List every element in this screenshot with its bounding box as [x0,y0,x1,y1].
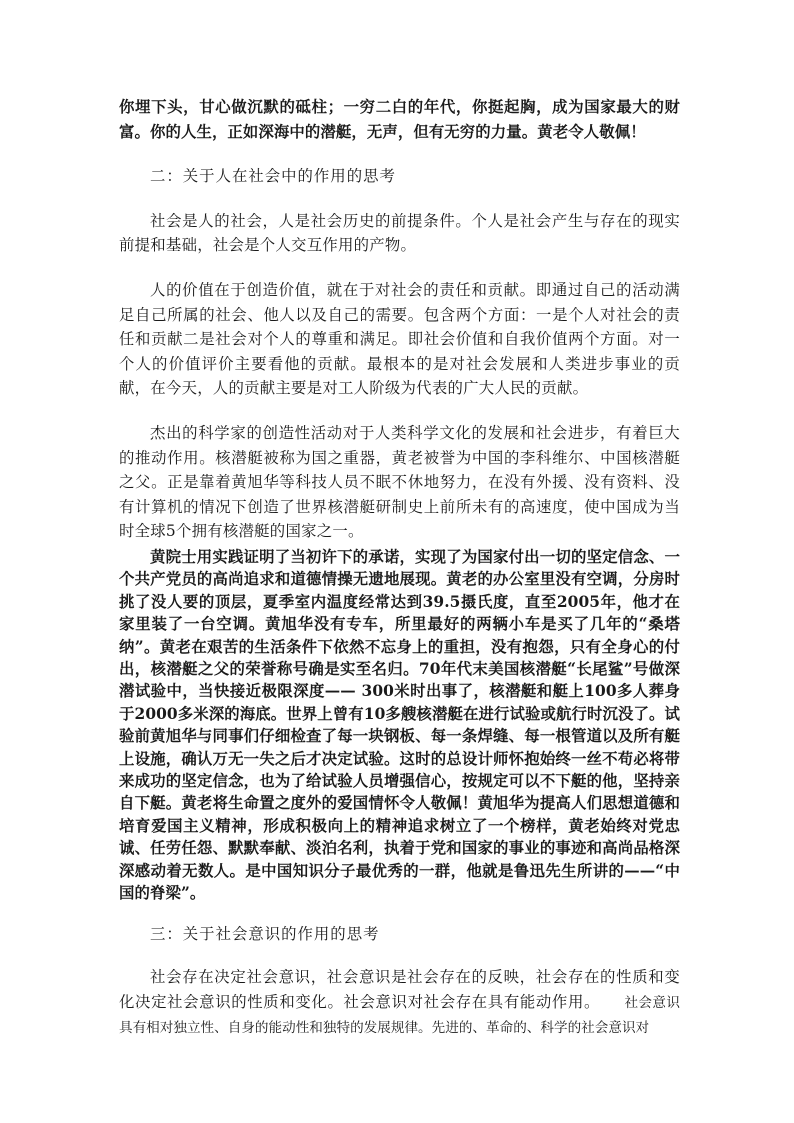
paragraph-social-consciousness [119,965,680,1041]
paragraph-social-consciousness-tail: 社会意识具有相对独立性、自身的能动性和独特的发展规律。先进的、革命的、科学的社会意识对 [119,994,680,1037]
section-heading-2: 二：关于人在社会中的作用的思考 [150,167,396,186]
paragraph-human-value: 人的价值在于创造价值，就在于对社会的责任和贡献。即通过自己的活动满足自己所属的社会、他人以及自己的需要。包含两个方面：一是个人对社会的责任和贡献二是社会对个人的尊重和满足。即社会价值和自我价值两个方面。对一个人的价值评价主要看他的贡献。最根本的是对社会发展和人类进步事业的贡献，在今天，人的贡献主要是对工人阶级为代表的广大人民的贡献。 [119,280,680,398]
paragraph-huang-deeds: 黄院士用实践证明了当初许下的承诺，实现了为国家付出一切的坚定信念、一个共产党员的高尚追求和道德情操无遗地展现。黄老的办公室里没有空调，分房时挑了没人要的顶层，夏季室内温度经常达到39.5摄氏度，直至2005年，他才在家里装了一台空调。黄旭华没有专车，所里最好的两辆小车是买了几年的“桑塔纳”。黄老在艰苦的生活条件下依然不忘身上的重担，没有抱怨，只有全身心的付出，核潜艇之父的荣誉称号确是实至名归。70年代末美国核潜艇“长尾鲨”号做深潜试验中，当快接近极限深度—— 300米时出事了，核潜艇和艇上100多人葬身于2000多米深的海底。世界上曾有10多艘核潜艇在进行试验或航行时沉没了。试验前黄旭华与同事们仔细检查了每一块钢板、每一条焊缝、每一根管道以及所有艇上设施，确认万无一失之后才决定试验。这时的总设计师怀抱始终一丝不苟必将带来成功的坚定信念，也为了给试验人员增强信心，按规定可以不下艇的他，坚持亲自下艇。黄老将生命置之度外的爱国情怀令人敬佩！黄旭华为提高人们思想道德和培育爱国主义精神，形成积极向上的精神追求树立了一个榜样，黄老始终对党忠诚、任劳任怨、默默奉献、淡泊名利，执着于党和国家的事业的事迹和高尚品格深深感动着无数人。是中国知识分子最优秀的一群，他就是鲁迅先生所讲的——“中国的脊梁”。 [119,547,680,902]
paragraph-social-consciousness-main: 社会存在决定社会意识，社会意识是社会存在的反映，社会存在的性质和变化决定社会意识的性质和变化。社会意识对社会存在具有能动作用。 [119,968,680,1011]
paragraph-tribute-closing: 你埋下头，甘心做沉默的砥柱；一穷二白的年代，你挺起胸，成为国家最大的财富。你的人生，正如深海中的潜艇，无声，但有无穷的力量。黄老令人敬佩！ [119,98,680,141]
section-heading-3: 三：关于社会意识的作用的思考 [150,925,380,944]
paragraph-scientist-role: 杰出的科学家的创造性活动对于人类科学文化的发展和社会进步，有着巨大的推动作用。核潜艇被称为国之重器，黄老被誉为中国的李科维尔、中国核潜艇之父。正是靠着黄旭华等科技人员不眠不休地努力，在没有外援、没有资料、没有计算机的情况下创造了世界核潜艇研制史上前所未有的高速度，使中国成为当时全球5个拥有核潜艇的国家之一。 [119,423,680,541]
document-body [119,95,680,1041]
paragraph-society-individual: 社会是人的社会，人是社会历史的前提条件。个人是社会产生与存在的现实前提和基础，社会是个人交互作用的产物。 [119,211,680,255]
